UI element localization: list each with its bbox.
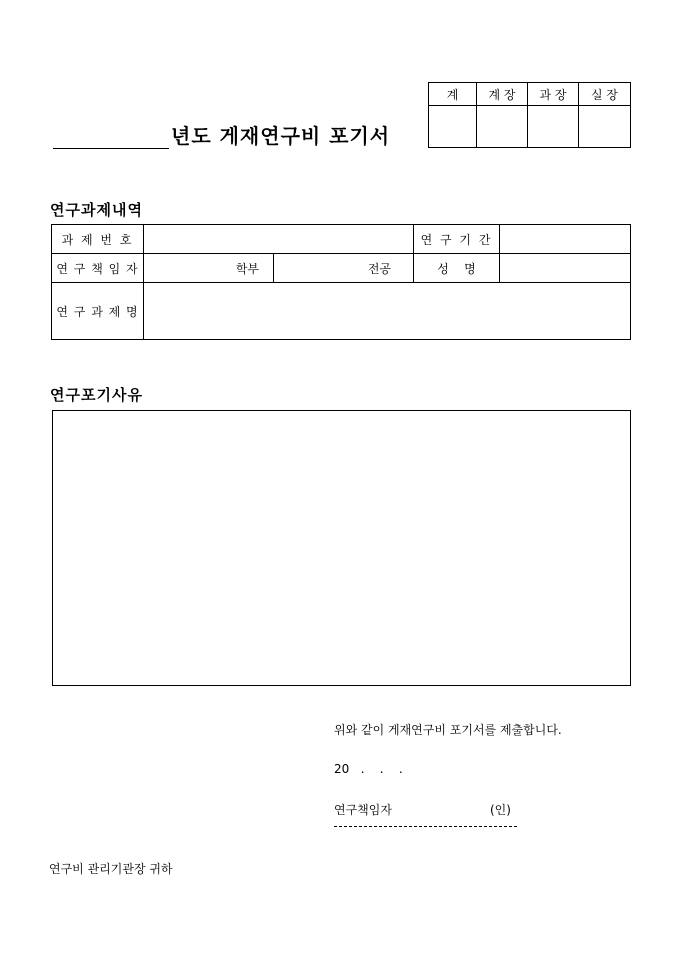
label-research-period: 연 구 기 간 [414,225,500,254]
label-major: 전공 [367,261,392,276]
label-department: 학부 [235,261,259,276]
label-name: 성 명 [414,254,500,283]
signer-label: 연구책임자 [334,803,392,817]
page-title: 년도 게재연구비 포기서 [171,124,391,148]
approval-box [428,82,631,148]
approval-header-staff: 계 [429,83,477,106]
submission-date: 20 . . . [334,762,403,776]
signature-line[interactable] [334,826,517,827]
approval-sign-staff[interactable] [429,106,477,148]
approval-sign-office-chief[interactable] [579,106,631,148]
name-field[interactable] [500,254,631,283]
research-period-field[interactable] [500,225,631,254]
approval-header-office-chief: 실 장 [579,83,631,106]
approval-header-section-chief: 계 장 [477,83,528,106]
label-project-title: 연 구 과 제 명 [52,283,144,340]
section-heading-project-details: 연구과제내역 [50,201,143,219]
abandon-reason-box[interactable] [52,410,631,686]
addressee: 연구비 관리기관장 귀하 [49,862,173,876]
approval-header-division-chief: 과 장 [528,83,579,106]
label-project-number: 과 제 번 호 [52,225,144,254]
project-number-field[interactable] [144,225,414,254]
department-cell[interactable] [144,254,274,283]
approval-sign-section-chief[interactable] [477,106,528,148]
label-principal-investigator: 연 구 책 임 자 [52,254,144,283]
submission-statement: 위와 같이 게재연구비 포기서를 제출합니다. [334,723,562,737]
project-details-table [51,224,631,340]
seal-mark: (인) [490,803,511,817]
approval-sign-division-chief[interactable] [528,106,579,148]
major-cell[interactable] [274,254,414,283]
year-blank-line[interactable] [53,148,169,149]
section-heading-abandon-reason: 연구포기사유 [50,386,143,404]
project-title-field[interactable] [144,283,631,340]
